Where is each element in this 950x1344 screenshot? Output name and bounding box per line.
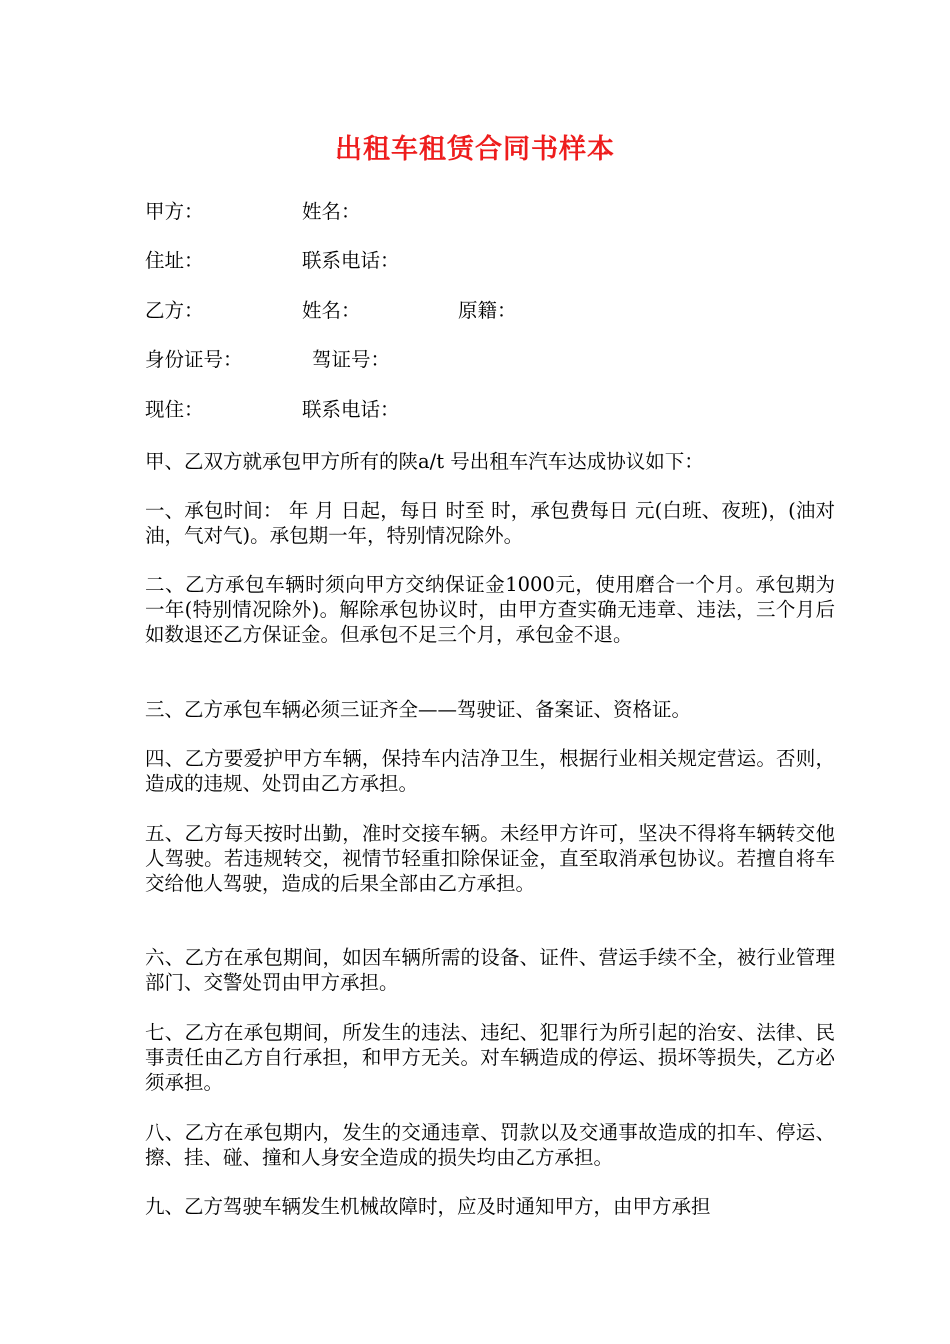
clause-6: 六、乙方在承包期间，如因车辆所需的设备、证件、营运手续不全，被行业管理部门、交警处罚由甲方承担。: [145, 946, 835, 994]
id-number-label: 身份证号：: [145, 348, 243, 371]
clause-5: 五、乙方每天按时出勤，准时交接车辆。未经甲方许可，坚决不得将车辆转交他人驾驶。若违规转交，视情节轻重扣除保证金，直至取消承包协议。若擅自将车交给他人驾驶，造成的后果全部由乙方承担。: [145, 822, 835, 895]
party-b-origin-label: 原籍：: [458, 299, 517, 322]
document-title: 出租车租赁合同书样本: [335, 134, 615, 165]
clause-8: 八、乙方在承包期内，发生的交通违章、罚款以及交通事故造成的扣车、停运、擦、挂、碰、撞和人身安全造成的损失均由乙方承担。: [145, 1121, 835, 1169]
current-address-label: 现住：: [145, 398, 204, 421]
party-b-phone-label: 联系电话：: [302, 398, 400, 421]
party-b-name-label: 姓名：: [302, 299, 361, 322]
clause-4: 四、乙方要爱护甲方车辆，保持车内洁净卫生，根据行业相关规定营运。否则，造成的违规、处罚由乙方承担。: [145, 747, 835, 795]
party-a-name-label: 姓名：: [302, 200, 361, 223]
clause-2: 二、乙方承包车辆时须向甲方交纳保证金1000元，使用磨合一个月。承包期为一年(特别情况除外)。解除承包协议时，由甲方查实确无违章、违法，三个月后如数退还乙方保证金。但承包不足三个月，承包金不退。: [145, 573, 835, 646]
party-a-address-label: 住址：: [145, 249, 204, 272]
clause-9: 九、乙方驾驶车辆发生机械故障时，应及时通知甲方，由甲方承担: [145, 1195, 711, 1218]
party-b-label: 乙方：: [145, 299, 204, 322]
clause-3: 三、乙方承包车辆必须三证齐全——驾驶证、备案证、资格证。: [145, 698, 692, 721]
clause-7: 七、乙方在承包期间，所发生的违法、违纪、犯罪行为所引起的治安、法律、民事责任由乙方自行承担，和甲方无关。对车辆造成的停运、损坏等损失，乙方必须承担。: [145, 1021, 835, 1094]
party-a-label: 甲方：: [145, 200, 204, 223]
party-a-phone-label: 联系电话：: [302, 249, 400, 272]
intro-paragraph: 甲、乙双方就承包甲方所有的陕a/t 号出租车汽车达成协议如下：: [145, 450, 704, 473]
license-label: 驾证号：: [312, 348, 391, 371]
clause-1: 一、承包时间： 年 月 日起，每日 时至 时，承包费每日 元(白班、夜班)，(油对油，气对气)。承包期一年，特别情况除外。: [145, 499, 835, 547]
